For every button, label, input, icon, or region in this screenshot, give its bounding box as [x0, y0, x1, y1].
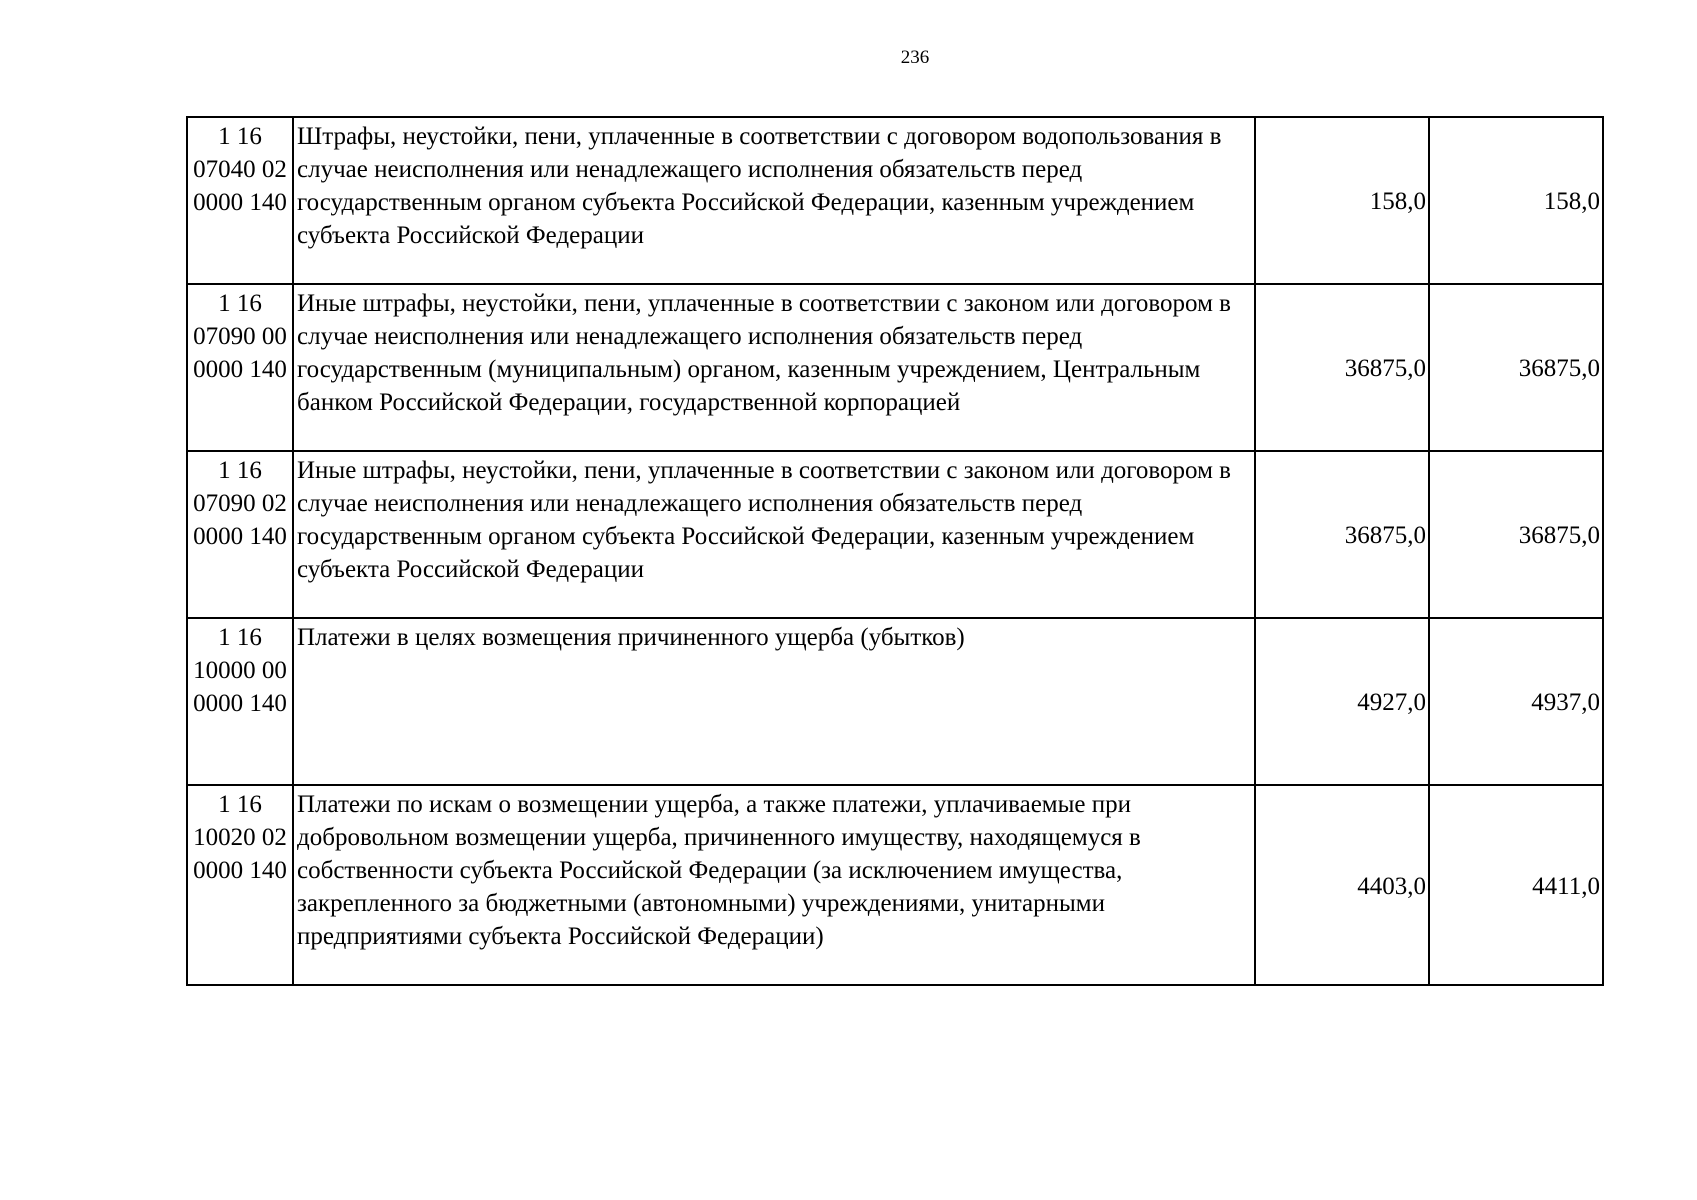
- amount-cell-2: 158,0: [1429, 117, 1603, 284]
- amount-cell-2: 36875,0: [1429, 451, 1603, 618]
- table-row: [187, 117, 1603, 284]
- description-cell: Иные штрафы, неустойки, пени, уплаченные в соответствии с законом или договором в случае неисполнения или ненадлежащего исполнения обязательств перед государственным органом субъекта Российской Федерации, казенным учреждением субъекта Российской Федерации: [293, 451, 1255, 618]
- description-cell: Иные штрафы, неустойки, пени, уплаченные в соответствии с законом или договором в случае неисполнения или ненадлежащего исполнения обязательств перед государственным (муниципальным) органом, казенным учреждением, Центральным банком Российской Федерации, государственной корпорацией: [293, 284, 1255, 451]
- table-row: [187, 284, 1603, 451]
- amount-cell-2: 4411,0: [1429, 785, 1603, 985]
- amount-cell-1: 158,0: [1255, 117, 1429, 284]
- amount-cell-2: 4937,0: [1429, 618, 1603, 785]
- table-row: [187, 785, 1603, 985]
- description-cell: Штрафы, неустойки, пени, уплаченные в соответствии с договором водопользования в случае неисполнения или ненадлежащего исполнения обязательств перед государственным органом субъекта Российской Федерации, казенным учреждением субъекта Российской Федерации: [293, 117, 1255, 284]
- amount-cell-1: 4403,0: [1255, 785, 1429, 985]
- page-number: 236: [900, 47, 930, 68]
- budget-code-cell: 1 16 10000 00 0000 140: [187, 618, 293, 785]
- table-row: [187, 618, 1603, 785]
- amount-cell-2: 36875,0: [1429, 284, 1603, 451]
- budget-code-cell: 1 16 07090 02 0000 140: [187, 451, 293, 618]
- amount-cell-1: 36875,0: [1255, 284, 1429, 451]
- budget-code-cell: 1 16 10020 02 0000 140: [187, 785, 293, 985]
- table-row: [187, 451, 1603, 618]
- description-cell: Платежи в целях возмещения причиненного ущерба (убытков): [293, 618, 1255, 785]
- amount-cell-1: 4927,0: [1255, 618, 1429, 785]
- description-cell: Платежи по искам о возмещении ущерба, а также платежи, уплачиваемые при добровольном возмещении ущерба, причиненного имуществу, находящемуся в собственности субъекта Российской Федерации (за исключением имущества, закрепленного за бюджетными (автономными) учреждениями, унитарными предприятиями субъекта Российской Федерации): [293, 785, 1255, 985]
- budget-code-cell: 1 16 07040 02 0000 140: [187, 117, 293, 284]
- budget-revenue-table: [186, 116, 1604, 986]
- budget-code-cell: 1 16 07090 00 0000 140: [187, 284, 293, 451]
- amount-cell-1: 36875,0: [1255, 451, 1429, 618]
